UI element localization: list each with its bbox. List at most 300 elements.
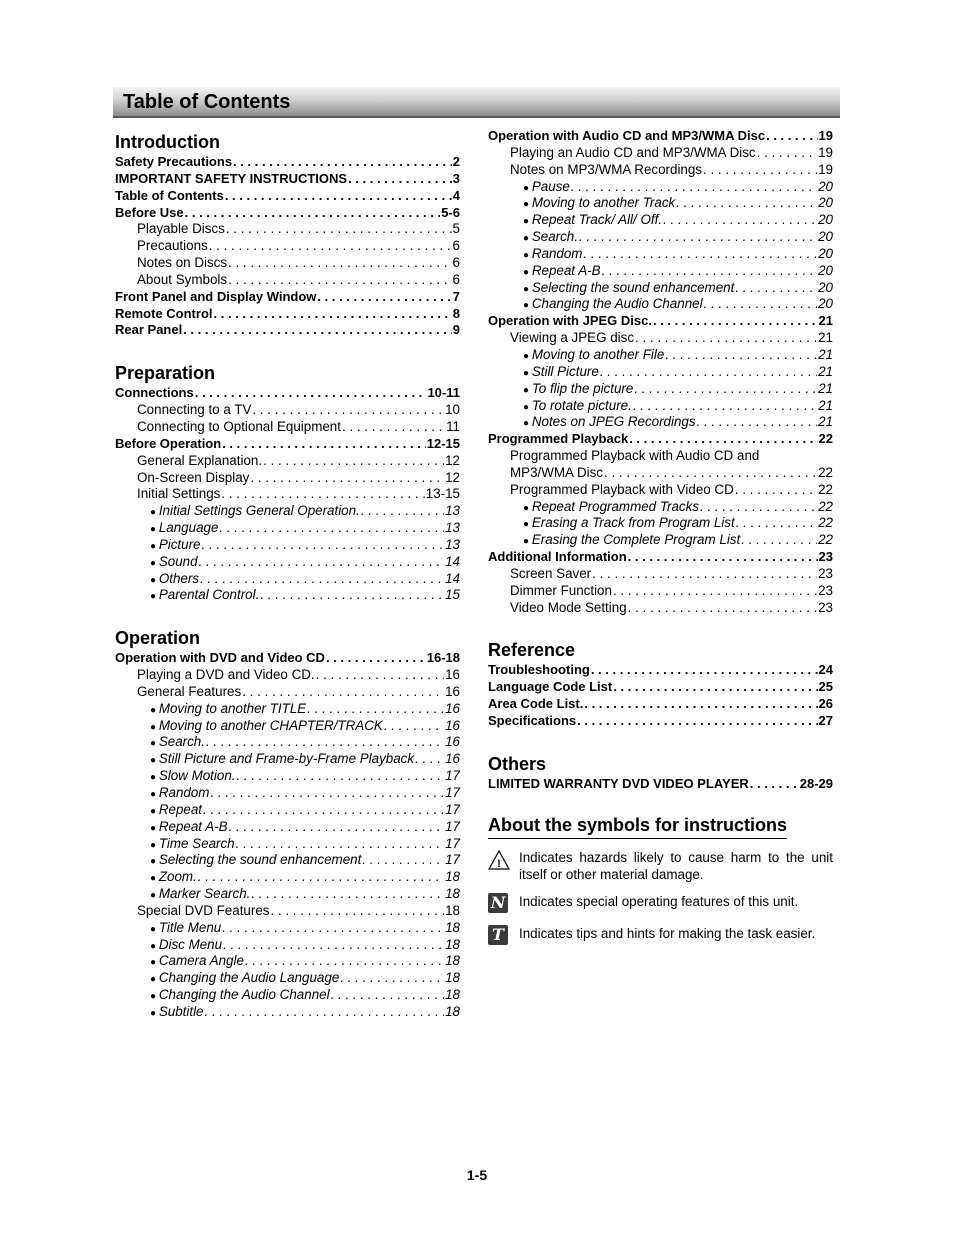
- toc-entry-page: 17: [445, 768, 460, 784]
- toc-entry[interactable]: [115, 903, 460, 920]
- toc-entry-text: ● Parental Control.: [150, 587, 259, 606]
- toc-entry-text: ● Sound: [150, 554, 198, 573]
- toc-entry[interactable]: [115, 785, 460, 802]
- toc-entry-page: 20: [818, 178, 833, 194]
- dot-leader: [202, 537, 445, 554]
- toc-entry[interactable]: [115, 255, 460, 272]
- dot-leader: [195, 385, 427, 402]
- toc-entry-page: 23: [818, 549, 833, 565]
- toc-entry-page: 22: [818, 431, 833, 447]
- dot-leader: [242, 684, 444, 701]
- toc-entry-text: ● Initial Settings General Operation.: [150, 503, 360, 522]
- toc-entry-page: 17: [445, 818, 460, 834]
- dot-leader: [203, 802, 444, 819]
- dot-leader: [210, 785, 444, 802]
- section-heading-others: Others: [488, 753, 547, 774]
- toc-entry[interactable]: [115, 1004, 460, 1021]
- dot-leader: [260, 587, 444, 604]
- toc-entry[interactable]: [488, 696, 833, 713]
- toc-entry-page: 22: [818, 498, 833, 514]
- toc-entry[interactable]: [115, 322, 460, 339]
- toc-entry[interactable]: [115, 571, 460, 588]
- toc-entry-text: Playable Discs: [137, 221, 225, 237]
- dot-leader: [703, 162, 817, 179]
- symbol-row-warning: [488, 849, 833, 883]
- dot-leader: [628, 549, 818, 566]
- dot-leader: [697, 414, 818, 431]
- toc-entry-text: ● Picture: [150, 537, 201, 556]
- toc-entry[interactable]: [488, 499, 833, 516]
- toc-entry[interactable]: [115, 385, 460, 402]
- toc-entry-page: 27: [818, 713, 833, 728]
- toc-entry[interactable]: [488, 128, 833, 145]
- toc-entry-text: ● Changing the Audio Channel: [150, 987, 330, 1006]
- toc-entry-text: Additional Information: [488, 549, 627, 565]
- toc-entry-page: 16: [445, 734, 460, 750]
- toc-entry-page: 28-29: [799, 775, 833, 791]
- toc-entry-text: ● Still Picture and Frame-by-Frame Playback: [150, 751, 414, 770]
- toc-entry-page: 17: [445, 801, 460, 817]
- toc-entry[interactable]: [115, 503, 460, 520]
- toc-entry[interactable]: [115, 869, 460, 886]
- toc-entry-text: Area Code List.: [488, 696, 584, 712]
- toc-entry-text: Before Use: [115, 204, 184, 220]
- toc-entry-page: 24: [818, 662, 833, 678]
- toc-entry-text: Specifications: [488, 713, 577, 728]
- toc-entry[interactable]: [488, 195, 833, 212]
- toc-entry[interactable]: [115, 819, 460, 836]
- toc-entry-text: Precautions: [137, 238, 208, 254]
- dot-leader: [198, 869, 444, 886]
- toc-entry-page: 3: [452, 170, 460, 186]
- toc-entry[interactable]: [115, 987, 460, 1004]
- toc-entry[interactable]: [115, 419, 460, 436]
- toc-entry[interactable]: [488, 280, 833, 297]
- toc-entry-page: 22: [818, 464, 833, 480]
- toc-entry[interactable]: [488, 515, 833, 532]
- toc-entry-page: 6: [452, 271, 460, 287]
- dot-leader: [602, 263, 818, 280]
- dot-leader: [700, 499, 817, 516]
- dot-leader: [629, 431, 817, 448]
- dot-leader: [270, 903, 444, 920]
- dot-leader: [635, 330, 817, 347]
- toc-entry-text: ● Search.: [523, 229, 578, 248]
- dot-leader: [584, 696, 817, 713]
- toc-entry-page: 18: [445, 970, 460, 986]
- toc-entry-text[interactable]: Programmed Playback with Audio CD and: [510, 448, 760, 464]
- toc-entry-text: ● Repeat Track/ All/ Off.: [523, 212, 662, 231]
- toc-entry[interactable]: [488, 364, 833, 381]
- dot-leader: [206, 734, 444, 751]
- dot-leader: [653, 313, 818, 330]
- toc-entry[interactable]: [115, 272, 460, 289]
- toc-entry-page: 18: [445, 953, 460, 969]
- toc-entry-text: Special DVD Features: [137, 902, 270, 918]
- dot-leader: [228, 255, 452, 272]
- toc-entry-page: 16: [445, 717, 460, 733]
- toc-entry[interactable]: [488, 212, 833, 229]
- dot-leader: [348, 171, 452, 188]
- toc-entry[interactable]: [115, 667, 460, 684]
- toc-entry[interactable]: [115, 836, 460, 853]
- dot-leader: [229, 819, 445, 836]
- toc-entry-text: ● Notes on JPEG Recordings: [523, 414, 696, 433]
- dot-leader: [251, 886, 444, 903]
- toc-entry[interactable]: [488, 296, 833, 313]
- toc-entry-page: 5: [452, 221, 460, 237]
- dot-leader: [222, 436, 426, 453]
- toc-entry-page: 18: [445, 869, 460, 885]
- toc-entry-text: MP3/WMA Disc: [510, 464, 603, 480]
- toc-entry-page: 23: [818, 582, 833, 598]
- toc-entry-page: 22: [818, 515, 833, 531]
- toc-entry-page: 19: [818, 144, 833, 160]
- toc-entry[interactable]: [488, 347, 833, 364]
- toc-entry[interactable]: [115, 436, 460, 453]
- toc-entry[interactable]: [115, 402, 460, 419]
- toc-entry-text: Front Panel and Display Window: [115, 288, 317, 304]
- dot-leader: [225, 188, 452, 205]
- toc-entry[interactable]: [488, 229, 833, 246]
- toc-entry-page: 23: [818, 599, 833, 615]
- toc-entry[interactable]: [115, 920, 460, 937]
- toc-entry-text: Operation with Audio CD and MP3/WMA Disc: [488, 128, 766, 143]
- toc-entry-text: General Features: [137, 683, 242, 699]
- toc-entry[interactable]: [115, 886, 460, 903]
- toc-entry[interactable]: [115, 289, 460, 306]
- dot-leader: [663, 212, 817, 229]
- toc-entry-page: 12: [445, 469, 460, 485]
- dot-leader: [199, 554, 445, 571]
- dot-leader: [604, 465, 817, 482]
- toc-entry[interactable]: [488, 679, 833, 696]
- toc-entry[interactable]: [115, 587, 460, 604]
- warning-triangle-icon: [488, 849, 510, 871]
- toc-entry-text: Playing an Audio CD and MP3/WMA Disc: [510, 144, 756, 160]
- toc-entry[interactable]: [115, 238, 460, 255]
- toc-entry[interactable]: [488, 583, 833, 600]
- toc-entry-text: Screen Saver: [510, 565, 592, 581]
- dot-leader: [592, 566, 817, 583]
- toc-entry-page: 6: [452, 238, 460, 254]
- toc-entry[interactable]: [488, 162, 833, 179]
- dot-leader: [250, 470, 444, 487]
- toc-entry-page: 20: [818, 245, 833, 261]
- toc-entry-text: ● Erasing a Track from Program List: [523, 515, 735, 534]
- section-heading-introduction: Introduction: [115, 132, 220, 152]
- toc-entry-text: Safety Precautions: [115, 154, 233, 169]
- dot-leader: [226, 221, 452, 238]
- dot-leader: [613, 583, 817, 600]
- toc-entry-page: 18: [445, 1003, 460, 1019]
- toc-entry-page: 21: [818, 414, 833, 430]
- toc-entry-text: ● Moving to another TITLE: [150, 701, 306, 720]
- dot-leader: [362, 852, 444, 869]
- dot-leader: [577, 713, 817, 730]
- toc-entry-page: 22: [818, 481, 833, 497]
- dot-leader: [209, 238, 452, 255]
- toc-entry-page: 13: [445, 536, 460, 552]
- toc-entry-text: ● To rotate picture.: [523, 398, 632, 417]
- toc-entry-page: 16: [445, 667, 460, 683]
- toc-entry-text: Programmed Playback: [488, 431, 629, 447]
- toc-entry-text: General Explanation.: [137, 452, 263, 468]
- dot-leader: [757, 145, 817, 162]
- dot-leader: [361, 503, 444, 520]
- toc-entry-page: 10: [445, 402, 460, 418]
- toc-entry-page: 8: [452, 305, 460, 321]
- dot-leader: [228, 272, 451, 289]
- toc-entry-text: Remote Control: [115, 305, 213, 321]
- toc-entry[interactable]: [488, 246, 833, 263]
- toc-entry-page: 20: [818, 212, 833, 228]
- toc-entry[interactable]: [115, 486, 460, 503]
- toc-entry[interactable]: [115, 306, 460, 323]
- dot-leader: [326, 650, 426, 667]
- toc-entry-text: Programmed Playback with Video CD: [510, 481, 734, 497]
- toc-entry-text: Rear Panel: [115, 322, 183, 338]
- toc-entry[interactable]: [115, 205, 460, 222]
- toc-entry[interactable]: [115, 734, 460, 751]
- toc-entry-text: ● Others: [150, 571, 199, 590]
- toc-entry[interactable]: [488, 263, 833, 280]
- toc-list-introduction: [115, 154, 460, 339]
- toc-entry-page: 15: [445, 587, 460, 603]
- toc-entry[interactable]: [115, 188, 460, 205]
- dot-leader: [571, 179, 817, 196]
- toc-entry[interactable]: [115, 802, 460, 819]
- dot-leader: [704, 296, 818, 313]
- toc-entry-page: 17: [445, 785, 460, 800]
- toc-entry[interactable]: [115, 520, 460, 537]
- dot-leader: [236, 768, 444, 785]
- toc-entry-text: LIMITED WARRANTY DVD VIDEO PLAYER: [488, 775, 749, 791]
- toc-entry[interactable]: [488, 414, 833, 431]
- toc-list-continued: [488, 128, 833, 448]
- toc-entry[interactable]: [115, 453, 460, 470]
- toc-entry[interactable]: [115, 470, 460, 487]
- toc-entry-text: Operation with JPEG Disc.: [488, 313, 652, 329]
- toc-entry-text: ● Marker Search.: [150, 886, 250, 905]
- toc-entry-text: ● Language: [150, 520, 218, 539]
- toc-entry-text: Language Code List: [488, 679, 613, 695]
- toc-entry-text: ● Disc Menu: [150, 937, 222, 956]
- toc-list-reference: [488, 662, 833, 729]
- toc-entry-page: 20: [818, 296, 833, 312]
- toc-entry-text: Video Mode Setting: [510, 599, 627, 615]
- toc-entry-page: 21: [818, 313, 833, 329]
- symbol-description: Indicates tips and hints for making the task easier.: [519, 925, 816, 941]
- toc-entry-page: 20: [818, 262, 833, 278]
- dot-leader: [331, 987, 445, 1004]
- toc-entry[interactable]: [115, 970, 460, 987]
- toc-entry-text: ● Moving to another CHAPTER/TRACK: [150, 718, 383, 737]
- toc-entry-page: 21: [818, 330, 833, 346]
- toc-entry-page: 16-18: [426, 650, 460, 666]
- dot-leader: [236, 836, 444, 853]
- toc-entry-page: 18: [445, 902, 460, 918]
- toc-entry-page: 2: [452, 154, 460, 169]
- toc-entry-page: 21: [818, 380, 833, 396]
- toc-entry[interactable]: [115, 171, 460, 188]
- toc-entry-text: About Symbols: [137, 271, 228, 287]
- toc-entry[interactable]: [115, 537, 460, 554]
- toc-entry-text: ● Pause: [523, 179, 570, 198]
- toc-list-others: [488, 776, 833, 793]
- note-icon: N: [488, 893, 510, 915]
- toc-entry-page: 21: [818, 363, 833, 379]
- dot-leader: [342, 419, 445, 436]
- toc-entry-page: 21: [818, 346, 833, 362]
- toc-entry[interactable]: [115, 937, 460, 954]
- dot-leader: [633, 398, 817, 415]
- toc-entry[interactable]: [488, 713, 833, 730]
- toc-entry[interactable]: [115, 852, 460, 869]
- section-heading-preparation: Preparation: [115, 363, 216, 384]
- toc-entry-text: Connecting to Optional Equipment: [137, 418, 341, 434]
- toc-entry[interactable]: [115, 154, 460, 171]
- symbol-row-note: [488, 893, 833, 915]
- left-column: [115, 128, 460, 1021]
- dot-leader: [415, 751, 444, 768]
- dot-leader: [205, 1004, 445, 1021]
- toc-entry[interactable]: [488, 145, 833, 162]
- toc-entry-text: Notes on MP3/WMA Recordings: [510, 161, 703, 177]
- toc-entry-page: 20: [818, 195, 833, 211]
- toc-entry[interactable]: [115, 768, 460, 785]
- toc-entry-page: 20: [818, 279, 833, 295]
- toc-entry-page: 23: [818, 565, 833, 581]
- toc-entry-text: ● Moving to another File: [523, 347, 664, 366]
- dot-leader: [223, 937, 444, 954]
- toc-entry-page: 18: [445, 936, 460, 952]
- toc-list-preparation: [115, 385, 460, 604]
- symbols-heading: About the symbols for instructions: [488, 815, 787, 839]
- toc-entry-text: ● Changing the Audio Language: [150, 970, 339, 989]
- toc-entry-text: Operation with DVD and Video CD: [115, 650, 325, 666]
- toc-entry-text: ● Search.: [150, 734, 205, 753]
- dot-leader: [263, 453, 444, 470]
- toc-entry-page: 18: [445, 919, 460, 935]
- dot-leader: [384, 718, 444, 735]
- toc-entry-text: ● Still Picture: [523, 364, 599, 383]
- toc-entry[interactable]: [488, 662, 833, 679]
- section-heading-reference: Reference: [488, 640, 576, 661]
- toc-entry[interactable]: [488, 465, 833, 482]
- toc-entry-page: 19: [818, 161, 833, 177]
- toc-entry[interactable]: [488, 398, 833, 415]
- dot-leader: [766, 128, 817, 145]
- toc-entry-text: ● Selecting the sound enhancement: [523, 280, 734, 299]
- toc-entry-text: Troubleshooting: [488, 662, 590, 678]
- toc-entry[interactable]: [488, 776, 833, 793]
- toc-entry-text: ● Random: [523, 246, 582, 265]
- toc-entry[interactable]: [488, 482, 833, 499]
- toc-entry-text: ● Repeat A-B: [150, 819, 228, 838]
- dot-leader: [245, 953, 444, 970]
- toc-entry-text: Playing a DVD and Video CD.: [137, 667, 315, 683]
- dot-leader: [583, 246, 817, 263]
- toc-entry[interactable]: [488, 313, 833, 330]
- dot-leader: [214, 306, 452, 323]
- toc-entry-page: 25: [818, 679, 833, 695]
- toc-entry[interactable]: [115, 650, 460, 667]
- toc-list-operation: [115, 650, 460, 1021]
- dot-leader: [340, 970, 444, 987]
- toc-entry-page: 18: [445, 987, 460, 1003]
- toc-entry-text: Before Operation: [115, 435, 222, 451]
- symbol-description: Indicates hazards likely to cause harm to the unit itself or other material damage.: [519, 849, 833, 882]
- dot-leader: [316, 667, 444, 684]
- toc-entry-page: 14: [445, 553, 460, 569]
- toc-entry-text: ● Changing the Audio Channel: [523, 296, 703, 315]
- dot-leader: [741, 532, 817, 549]
- toc-entry-text: ● Repeat Programmed Tracks: [523, 499, 699, 518]
- toc-entry-page: 18: [445, 886, 460, 902]
- dot-leader: [613, 679, 817, 696]
- dot-leader: [735, 280, 817, 297]
- dot-leader: [676, 195, 817, 212]
- toc-entry-page: 20: [818, 229, 833, 245]
- dot-leader: [600, 364, 817, 381]
- tip-icon: T: [488, 925, 510, 947]
- toc-entry-text: Initial Settings: [137, 486, 221, 502]
- toc-entry[interactable]: [115, 701, 460, 718]
- toc-entry[interactable]: [115, 751, 460, 768]
- toc-entry-page: 7: [452, 288, 460, 304]
- toc-entry-text: ● To flip the picture: [523, 381, 633, 400]
- toc-entry[interactable]: [488, 179, 833, 196]
- toc-entry-text: ● Subtitle: [150, 1004, 204, 1023]
- toc-entry[interactable]: [488, 566, 833, 583]
- toc-entry-page: 16: [445, 751, 460, 767]
- toc-entry-text: On-Screen Display: [137, 469, 250, 485]
- toc-entry-text: Viewing a JPEG disc: [510, 330, 635, 346]
- toc-entry-page: 16: [445, 683, 460, 699]
- toc-entry-text: ● Repeat: [150, 802, 202, 821]
- toc-entry[interactable]: [488, 381, 833, 398]
- title-bar: [113, 87, 840, 118]
- toc-entry-text: Notes on Discs: [137, 255, 228, 271]
- toc-entry-page: 13: [445, 503, 460, 519]
- toc-entry[interactable]: [488, 532, 833, 549]
- toc-entry[interactable]: [115, 554, 460, 571]
- toc-entry[interactable]: [115, 221, 460, 238]
- toc-entry[interactable]: [488, 330, 833, 347]
- toc-entry-text: ● Zoom.: [150, 869, 197, 888]
- dot-leader: [185, 205, 441, 222]
- toc-entry[interactable]: [115, 684, 460, 701]
- toc-entry-text: Table of Contents: [115, 187, 224, 203]
- toc-entry[interactable]: [115, 953, 460, 970]
- toc-entry[interactable]: [115, 718, 460, 735]
- dot-leader: [219, 520, 444, 537]
- toc-entry-page: 21: [818, 397, 833, 413]
- toc-entry-page: 5-6: [441, 204, 460, 220]
- dot-leader: [628, 600, 817, 617]
- toc-entry[interactable]: [488, 431, 833, 448]
- toc-entry-page: 9: [452, 322, 460, 338]
- toc-entry[interactable]: [488, 600, 833, 617]
- toc-entry-text: ● Moving to another Track: [523, 195, 675, 214]
- toc-entry-text: Connections: [115, 385, 194, 401]
- toc-entry[interactable]: [488, 549, 833, 566]
- toc-entry-page: 12-15: [426, 435, 460, 451]
- dot-leader: [221, 486, 424, 503]
- toc-entry-page: 19: [818, 128, 833, 143]
- dot-leader: [200, 571, 444, 588]
